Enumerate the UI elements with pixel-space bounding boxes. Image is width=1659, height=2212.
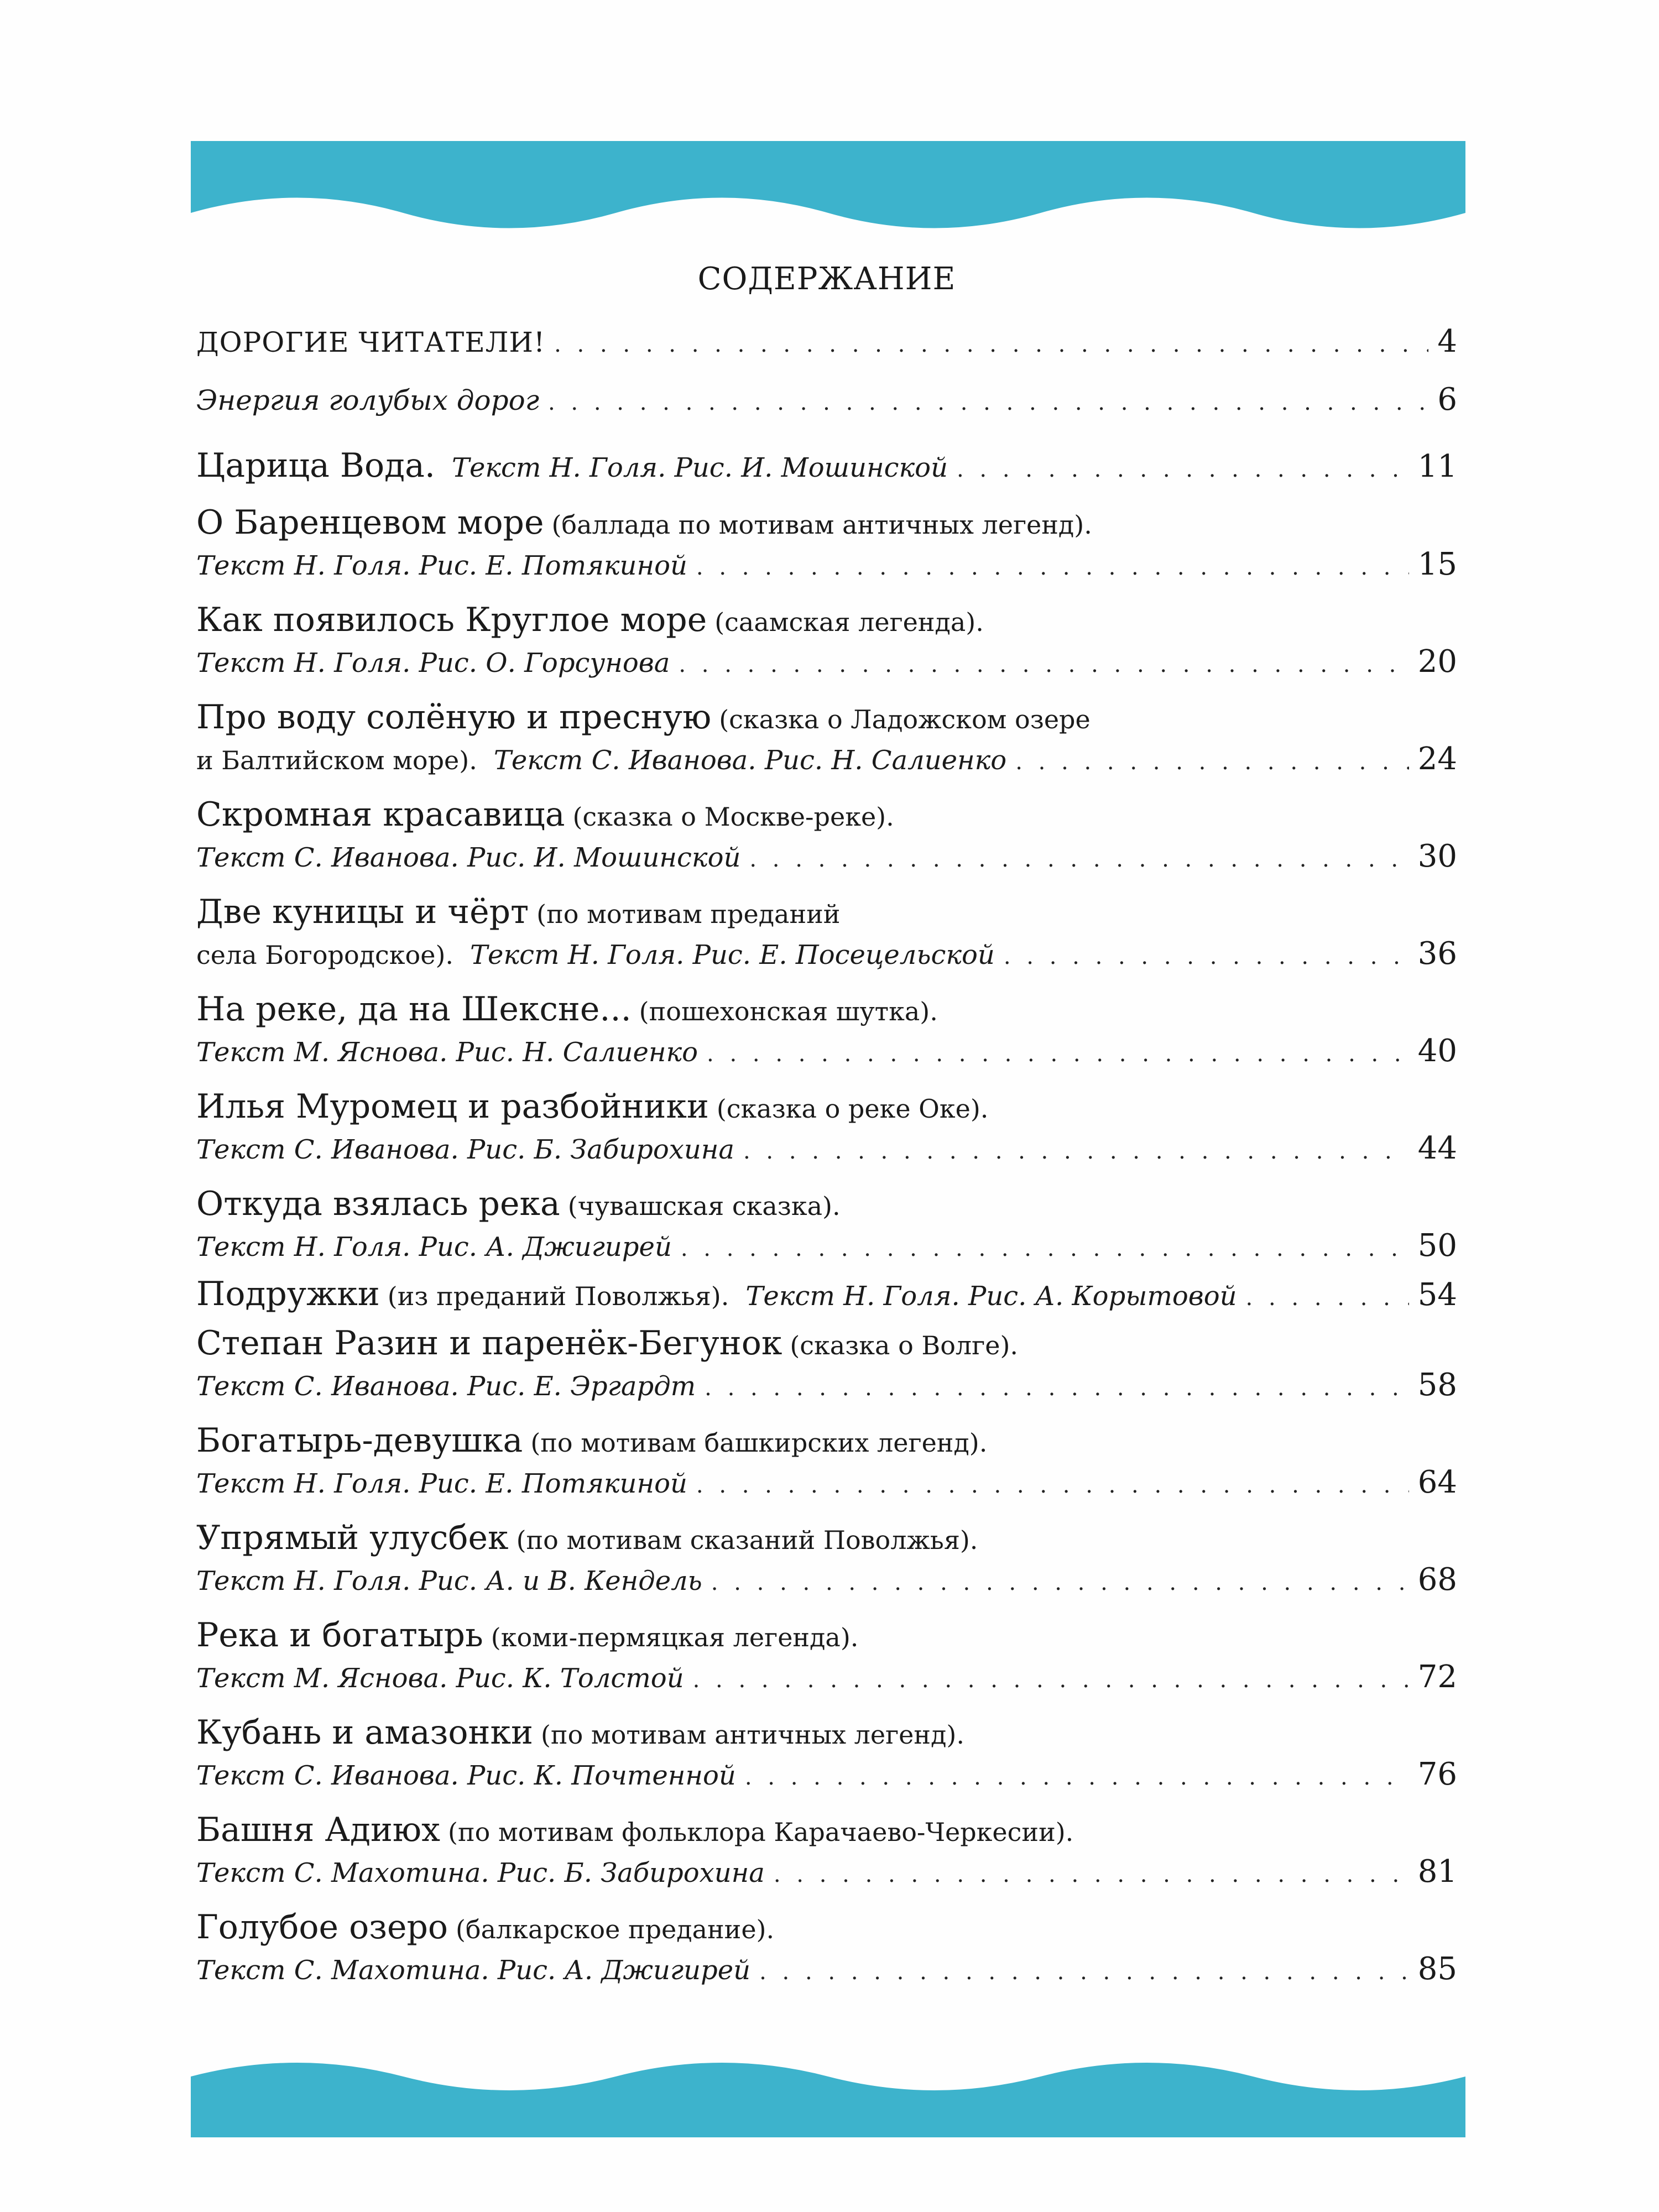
dot-leader <box>759 1952 1409 1990</box>
toc-entry <box>196 1419 1457 1516</box>
dot-leader <box>696 1465 1409 1503</box>
toc-entry <box>196 1516 1457 1614</box>
toc-heading: СОДЕРЖАНИЕ <box>697 261 956 297</box>
toc-entry <box>196 430 1457 501</box>
dot-leader <box>705 1368 1409 1406</box>
toc-entry <box>196 793 1457 890</box>
entry-note: (по мотивам преданий <box>536 899 841 929</box>
bottom-wave-banner <box>191 2049 1465 2137</box>
table-of-contents <box>196 260 1457 1990</box>
toc-entry <box>196 369 1457 430</box>
entry-note: (пошехонская шутка). <box>639 997 938 1026</box>
entry-title: Откуда взялась река <box>196 1185 560 1223</box>
entry-title: Царица Вода. <box>196 446 435 485</box>
dot-leader <box>693 1660 1409 1698</box>
top-wave-banner <box>191 141 1465 241</box>
entry-credit: Текст Н. Голя. Рис. Е. Потякиной <box>196 1468 687 1499</box>
entry-page: 36 <box>1417 936 1457 972</box>
entry-title: Как появилось Круглое море <box>196 601 707 639</box>
dot-leader <box>774 1854 1409 1892</box>
entry-credit: Текст Н. Голя. Рис. И. Мошинской <box>451 452 948 483</box>
entry-credit: Текст Н. Голя. Рис. А. Корытовой <box>745 1281 1237 1312</box>
dot-leader <box>1004 936 1409 974</box>
dot-leader <box>707 1034 1409 1072</box>
dot-leader <box>743 1131 1409 1169</box>
toc-entry <box>196 1614 1457 1711</box>
entry-page: 68 <box>1417 1562 1457 1598</box>
toc-entry <box>196 1322 1457 1419</box>
entry-page: 30 <box>1417 838 1457 874</box>
entry-note: (сказка о Волге). <box>790 1331 1019 1360</box>
dot-leader <box>681 1228 1409 1266</box>
entry-note: (саамская легенда). <box>714 607 984 637</box>
toc-entry <box>196 501 1457 598</box>
entry-credit: Текст С. Махотина. Рис. А. Джигирей <box>196 1955 751 1986</box>
entry-credit: Текст М. Яснова. Рис. Н. Салиенко <box>196 1037 698 1068</box>
entry-page: 50 <box>1417 1228 1457 1264</box>
entry-credit: Текст С. Иванова. Рис. Н. Салиенко <box>493 745 1007 776</box>
entry-credit: Текст С. Иванова. Рис. К. Почтенной <box>196 1760 736 1791</box>
entry-note: (по мотивам сказаний Поволжья). <box>516 1525 978 1555</box>
entry-title: Подружки <box>196 1275 380 1313</box>
toc-entry <box>196 1182 1457 1266</box>
entry-title: Богатырь-девушка <box>196 1421 523 1460</box>
dot-leader <box>554 317 1428 369</box>
entry-page: 76 <box>1417 1756 1457 1792</box>
entry-note: (по мотивам античных легенд). <box>540 1720 964 1750</box>
entry-title: Упрямый улусбек <box>196 1519 509 1557</box>
toc-entry <box>196 598 1457 696</box>
toc-entry <box>196 890 1457 988</box>
toc-entry <box>196 1906 1457 1990</box>
entry-title: Две куницы и чёрт <box>196 893 529 931</box>
entry-credit: Текст С. Иванова. Рис. Е. Эргардт <box>196 1371 696 1402</box>
entry-page: 15 <box>1417 546 1457 582</box>
entry-credit: Текст С. Иванова. Рис. Б. Забирохина <box>196 1134 734 1165</box>
entry-title: О Баренцевом море <box>196 503 544 542</box>
entry-credit: Текст С. Иванова. Рис. И. Мошинской <box>196 842 741 873</box>
toc-entry <box>196 1266 1457 1322</box>
entry-page: 4 <box>1437 324 1457 359</box>
entry-page: 72 <box>1417 1659 1457 1695</box>
dot-leader <box>679 644 1408 682</box>
entry-note-continued: и Балтийском море). <box>196 745 477 775</box>
dot-leader <box>1015 742 1409 780</box>
entry-credit: Текст Н. Голя. Рис. О. Горсунова <box>196 648 670 679</box>
toc-entry <box>196 696 1457 793</box>
entry-credit: Текст Н. Голя. Рис. Е. Посецельской <box>470 940 995 971</box>
entry-credit: Текст Н. Голя. Рис. А. и В. Кендель <box>196 1566 702 1597</box>
entry-title: Голубое озеро <box>196 1908 448 1947</box>
entry-title: На реке, да на Шексне... <box>196 990 632 1029</box>
entry-page: 64 <box>1417 1464 1457 1500</box>
entry-note: (коми-пермяцкая легенда). <box>491 1623 859 1652</box>
entry-page: 54 <box>1417 1277 1457 1313</box>
entry-page: 24 <box>1417 741 1457 777</box>
entry-credit: Текст М. Яснова. Рис. К. Толстой <box>196 1663 684 1694</box>
toc-entry <box>196 314 1457 369</box>
dot-leader <box>745 1757 1409 1795</box>
entry-note: (из преданий Поволжья). <box>387 1281 729 1311</box>
dot-leader <box>548 372 1428 430</box>
entry-note: (баллада по мотивам античных легенд). <box>551 510 1092 540</box>
entry-credit: Текст С. Махотина. Рис. Б. Забирохина <box>196 1858 765 1888</box>
entry-credit: Текст Н. Голя. Рис. А. Джигирей <box>196 1232 672 1262</box>
entry-note: (сказка о Москве-реке). <box>572 802 894 832</box>
toc-entry <box>196 1711 1457 1808</box>
entry-page: 58 <box>1417 1367 1457 1403</box>
entry-page: 11 <box>1417 448 1457 484</box>
entry-credit: Текст Н. Голя. Рис. Е. Потякиной <box>196 550 687 581</box>
entry-title: Скромная красавица <box>196 795 565 834</box>
dot-leader <box>696 547 1409 585</box>
entry-note: (сказка о Ладожском озере <box>719 705 1091 734</box>
entry-page: 81 <box>1417 1854 1457 1890</box>
entry-note: (балкарское предание). <box>455 1914 775 1944</box>
toc-entry <box>196 1085 1457 1182</box>
dot-leader <box>957 434 1409 501</box>
entry-title: Река и богатырь <box>196 1616 483 1655</box>
entry-page: 44 <box>1417 1130 1457 1166</box>
entry-title: Кубань и амазонки <box>196 1713 533 1752</box>
dot-leader <box>1246 1270 1409 1322</box>
dot-leader <box>749 839 1408 877</box>
dot-leader <box>711 1562 1409 1600</box>
entry-note: (по мотивам башкирских легенд). <box>530 1428 988 1458</box>
entry-note: (чувашская сказка). <box>567 1191 841 1221</box>
entry-note: (по мотивам фольклора Карачаево-Черкесии). <box>448 1817 1074 1847</box>
entry-page: 20 <box>1417 644 1457 680</box>
entry-title: ДОРОГИЕ ЧИТАТЕЛИ! <box>196 326 546 358</box>
toc-entry <box>196 988 1457 1085</box>
entry-page: 40 <box>1417 1033 1457 1069</box>
entry-title: Про воду солёную и пресную <box>196 698 712 737</box>
entry-note-continued: села Богородское). <box>196 940 454 970</box>
entry-page: 6 <box>1437 382 1457 418</box>
entry-title: Степан Разин и паренёк-Бегунок <box>196 1324 782 1363</box>
entry-page: 85 <box>1417 1951 1457 1987</box>
toc-entry <box>196 1808 1457 1906</box>
entry-title: Энергия голубых дорог <box>196 384 539 416</box>
entry-title: Илья Муромец и разбойники <box>196 1087 709 1126</box>
entry-note: (сказка о реке Оке). <box>716 1094 989 1124</box>
entry-title: Башня Адиюх <box>196 1811 441 1849</box>
